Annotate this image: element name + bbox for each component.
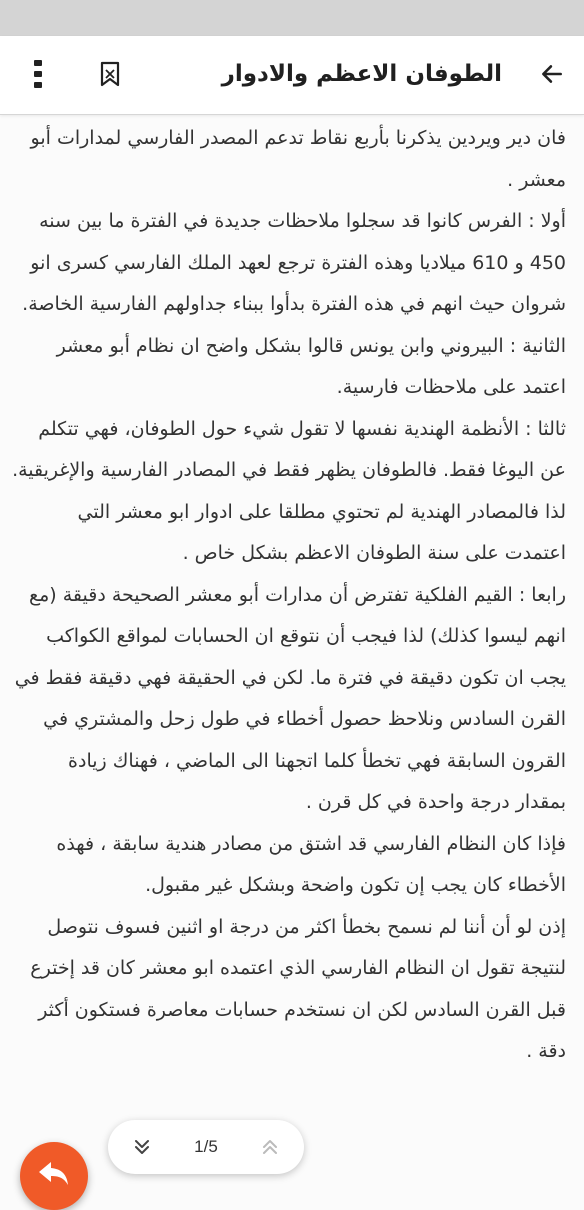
- article-paragraph: أولا : الفرس كانوا قد سجلوا ملاحظات جديدة في الفترة ما بين سنه 450 و 610 ميلاديا وهذه الفترة ترجع لعهد الملك الفارسي كسرى انو شروان حيث انهم في هذه الفترة بدأوا ببناء جداولهم الفارسية الخاصة.: [22, 210, 566, 315]
- page-indicator: 1/5: [194, 1137, 218, 1156]
- status-bar: [0, 0, 584, 36]
- double-chevron-up-icon[interactable]: [255, 1132, 285, 1162]
- arrow-left-icon[interactable]: [534, 56, 570, 92]
- article-paragraph: رابعا : القيم الفلكية تفترض أن مدارات أبو معشر الصحيحة دقيقة (مع انهم ليسوا كذلك) لذا فيجب أن نتوقع ان الحسابات لمواقع الكواكب يجب ان تكون دقيقة في فترة ما. لكن في الحقيقة فهي دقيقة فقط في القرن السادس ونلاحظ حصول أخطاء في طول زحل والمشتري في القرون السابقة فهي تخطأ كلما اتجهنا الى الماضي ، فهناك زيادة بمقدار درجة واحدة في كل قرن .: [14, 583, 566, 813]
- app-bar: [0, 36, 584, 115]
- more-vertical-icon[interactable]: [20, 56, 56, 92]
- article-paragraph: فان دير ويردين يذكرنا بأربع نقاط تدعم المصدر الفارسي لمدارات أبو معشر .: [30, 127, 566, 191]
- page-navigator: [108, 1120, 304, 1174]
- article-paragraph: ثالثا : الأنظمة الهندية نفسها لا تقول شيء حول الطوفان، فهي تتكلم عن اليوغا فقط. فالطوفان يظهر فقط في المصادر الفارسية والإغريقية. لذا فالمصادر الهندية لم تحتوي مطلقا على ادوار ابو معشر التي اعتمدت على سنة الطوفان الاعظم بشكل خاص .: [12, 417, 566, 564]
- article-paragraph: الثانية : البيروني وابن يونس قالوا بشكل واضح ان نظام أبو معشر اعتمد على ملاحظات فارسية.: [56, 334, 566, 398]
- article-paragraph: فإذا كان النظام الفارسي قد اشتق من مصادر هندية سابقة ، فهذه الأخطاء كان يجب إن تكون واضحة وبشكل غير مقبول.: [56, 832, 566, 896]
- reply-icon: [37, 1159, 71, 1193]
- page-title: الطوفان الاعظم والادوار: [221, 61, 502, 87]
- bookmark-icon[interactable]: [92, 56, 128, 92]
- article-body[interactable]: [0, 114, 584, 1200]
- article-paragraph: إذن لو أن أننا لم نسمح بخطأ اكثر من درجة او اثنين فسوف نتوصل لنتيجة تقول ان النظام الفارسي الذي اعتمده ابو معشر كان قد إخترع قبل القرن السادس لكن ان نستخدم حسابات معاصرة فستكون أكثر دقة .: [30, 915, 566, 1062]
- double-chevron-down-icon[interactable]: [127, 1132, 157, 1162]
